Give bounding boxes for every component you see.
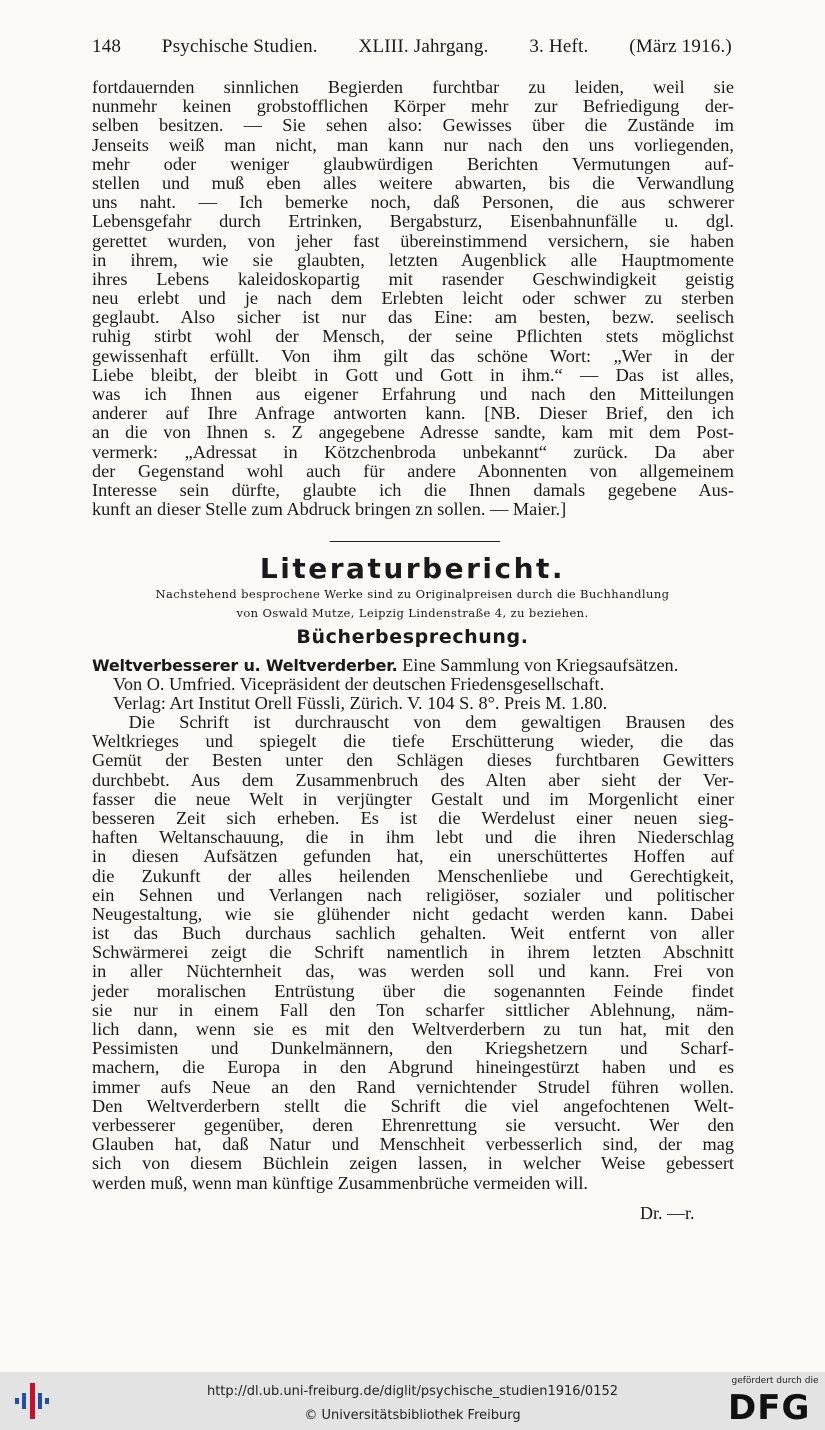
text-line: ruhig stirbt wohl der Mensch, der seine Pflichten stets möglichst bbox=[92, 326, 734, 347]
text-line: gerettet wurden, von jeher fast übereinstimmend versichern, sie haben bbox=[92, 230, 734, 251]
text-line: mehr oder weniger glaubwürdigen Berichten Vermutungen auf- bbox=[92, 153, 734, 174]
copyright-notice: © Universitätsbibliothek Freiburg bbox=[304, 1408, 521, 1423]
text-line: sich von diesem Büchlein zeigen lassen, in welcher Weise gebessert bbox=[92, 1153, 734, 1174]
text-line: lich dann, wenn sie es mit den Weltverderbern zu tun hat, mit den bbox=[92, 1019, 734, 1039]
section-heading: Bücherbesprechung. bbox=[296, 626, 529, 648]
page-number: 148 bbox=[92, 36, 122, 57]
issue: 3. Heft. bbox=[529, 36, 589, 57]
text-line: Den Weltverderbern stellt die Schrift die viel angefochtenen Welt- bbox=[92, 1095, 734, 1116]
text-line: fasser die neue Welt in verjüngter Gestalt und im Morgenlicht einer bbox=[92, 788, 734, 809]
text-line: die Zukunft der alles heilenden Menschenliebe und Gerechtigkeit, bbox=[92, 865, 734, 886]
text-line: ist das Buch durchaus sachlich gehalten. Weit entfernt von aller bbox=[92, 923, 734, 944]
text-line: Neugestaltung, wie sie glühender nicht gedacht werden kann. Dabei bbox=[92, 903, 734, 924]
text-line: Glauben hat, daß Natur und Menschheit verbesserlich sind, der mag bbox=[92, 1134, 734, 1155]
text-line: in aller Nüchternheit das, was werden soll und kann. Frei von bbox=[92, 961, 734, 982]
literature-subtitle-1: Nachstehend besprochene Werke sind zu Originalpreisen durch die Buchhandlung bbox=[155, 587, 670, 601]
text-line: Weltkrieges und spiegelt die tiefe Erschütterung wieder, die das bbox=[92, 731, 734, 752]
dfg-logo: DFG bbox=[728, 1388, 811, 1428]
text-line: haften Weltanschauung, die in ihm lebt und die ihren Niederschlag bbox=[92, 827, 734, 848]
text-line: nunmehr keinen grobstofflichen Körper mehr zur Befriedigung der- bbox=[92, 96, 734, 117]
text-line: Pessimisten und Dunkelmännern, den Kriegshetzern und Scharf- bbox=[92, 1038, 734, 1059]
review-signature: Dr. —r. bbox=[640, 1203, 695, 1223]
book-title: Weltverbesserer u. Weltverderber. bbox=[92, 656, 398, 675]
literature-subtitle-2: von Oswald Mutze, Leipzig Lindenstraße 4, zu beziehen. bbox=[236, 606, 589, 620]
text-line: in diesen Aufsätzen gefunden hat, ein unerschüttertes Hoffen auf bbox=[92, 846, 734, 867]
text-line: werden muß, wenn man künftige Zusammenbrüche vermeiden will. bbox=[92, 1172, 588, 1193]
text-line: Lebensgefahr durch Ertrinken, Bergabsturz, Eisenbahnunfälle u. dgl. bbox=[92, 211, 734, 232]
bibliography-line-2: Von O. Umfried. Vicepräsident der deutschen Friedensgesellschaft. bbox=[113, 674, 605, 694]
text-line: verbesserer gegenüber, deren Ehrenrettung sie versucht. Wer den bbox=[92, 1114, 734, 1135]
text-line: kunft an dieser Stelle zum Abdruck bringen zn sollen. — Maier.] bbox=[92, 499, 567, 520]
literature-title: Literaturbericht. bbox=[259, 552, 566, 585]
text-line: immer aufs Neue an den Rand vernichtender Strudel führen wollen. bbox=[92, 1076, 734, 1097]
text-line: Jenseits weiß man nicht, man kann nur nach den uns vorliegenden, bbox=[92, 134, 734, 155]
text-line: Die Schrift ist durchrauscht von dem gewaltigen Brausen des bbox=[92, 712, 734, 732]
text-line: an die von Ihnen s. Z angegebene Adresse sandte, kam mit dem Post- bbox=[92, 422, 734, 443]
text-line: neu erlebt und je nach dem Erlebten leicht oder schwer zu sterben bbox=[92, 288, 734, 309]
text-line: geglaubt. Also sicher ist nur das Eine: am besten, bezw. seelisch bbox=[92, 307, 734, 328]
text-line: fortdauernden sinnlichen Begierden furchtbar zu leiden, weil sie bbox=[92, 77, 734, 97]
text-line: der Gegenstand wohl auch für andere Abonnenten von allgemeinem bbox=[92, 460, 734, 481]
text-line: Gemüt der Besten unter den Schlägen dieses furchtbaren Gewitters bbox=[92, 750, 734, 771]
permalink[interactable]: http://dl.ub.uni-freiburg.de/diglit/psychische_studien1916/0152 bbox=[206, 1384, 619, 1399]
section-divider bbox=[330, 541, 500, 542]
text-line: selben besitzen. — Sie sehen also: Gewisses über die Zustände im bbox=[92, 115, 734, 136]
running-header bbox=[92, 36, 732, 58]
text-line: Schwärmerei zeigt die Schrift namentlich in ihrem letzten Abschnitt bbox=[92, 942, 734, 963]
text-line: stellen und muß eben alles weitere abwarten, bis die Verwandlung bbox=[92, 172, 734, 193]
letter-text bbox=[92, 78, 734, 519]
text-line: durchbebt. Aus dem Zusammenbruch des Alten aber sieht der Ver- bbox=[92, 769, 734, 790]
text-line: besseren Zeit sich erheben. Es ist die Werdelust einer neuen sieg- bbox=[92, 807, 734, 828]
text-line: sie nur in einem Fall den Ton scharfer sittlicher Ablehnung, näm- bbox=[92, 999, 734, 1020]
text-line: machern, die Europa in den Abgrund hineingestürzt haben und es bbox=[92, 1057, 734, 1078]
book-subtitle: Eine Sammlung von Kriegsaufsätzen. bbox=[397, 655, 679, 675]
text-line: in ihrem, wie sie glaubten, letzten Augenblick alle Hauptmomente bbox=[92, 249, 734, 270]
text-line: anderer auf Ihre Anfrage antworten kann. [NB. Dieser Brief, den ich bbox=[92, 403, 734, 424]
issue-date: (März 1916.) bbox=[629, 36, 732, 57]
bibliography-line-1 bbox=[92, 656, 734, 675]
text-line: gewissenhaft erfüllt. Von ihm gilt das schöne Wort: „Wer in der bbox=[92, 345, 734, 366]
text-line: ein Sehnen und Verlangen nach religiöser, sozialer und politischer bbox=[92, 884, 734, 905]
text-line: jeder moralischen Entrüstung über die sogenannten Feinde findet bbox=[92, 980, 734, 1001]
volume: XLIII. Jahrgang. bbox=[358, 36, 489, 57]
text-line: Interesse sein dürfte, glaubte ich die Ihnen damals gegebene Aus- bbox=[92, 479, 734, 500]
text-line: vermerk: „Adressat in Kötzchenbroda unbekannt“ zurück. Da aber bbox=[92, 441, 734, 462]
journal-title: Psychische Studien. bbox=[161, 36, 318, 57]
bibliography-line-3: Verlag: Art Institut Orell Füssli, Zürich. V. 104 S. 8°. Preis M. 1.80. bbox=[113, 693, 608, 713]
text-line: was ich Ihnen aus eigener Erfahrung und nach den Mitteilungen bbox=[92, 384, 734, 404]
text-line: uns naht. — Ich bemerke noch, daß Personen, die aus schwerer bbox=[92, 192, 734, 213]
text-line: ihres Lebens kaleidoskopartig mit rasender Geschwindigkeit geistig bbox=[92, 268, 734, 289]
text-line: Liebe bleibt, der bleibt in Gott und Gott in ihm.“ — Das ist alles, bbox=[92, 364, 734, 385]
dfg-caption: gefördert durch die bbox=[731, 1376, 819, 1386]
review-text bbox=[92, 713, 734, 1193]
